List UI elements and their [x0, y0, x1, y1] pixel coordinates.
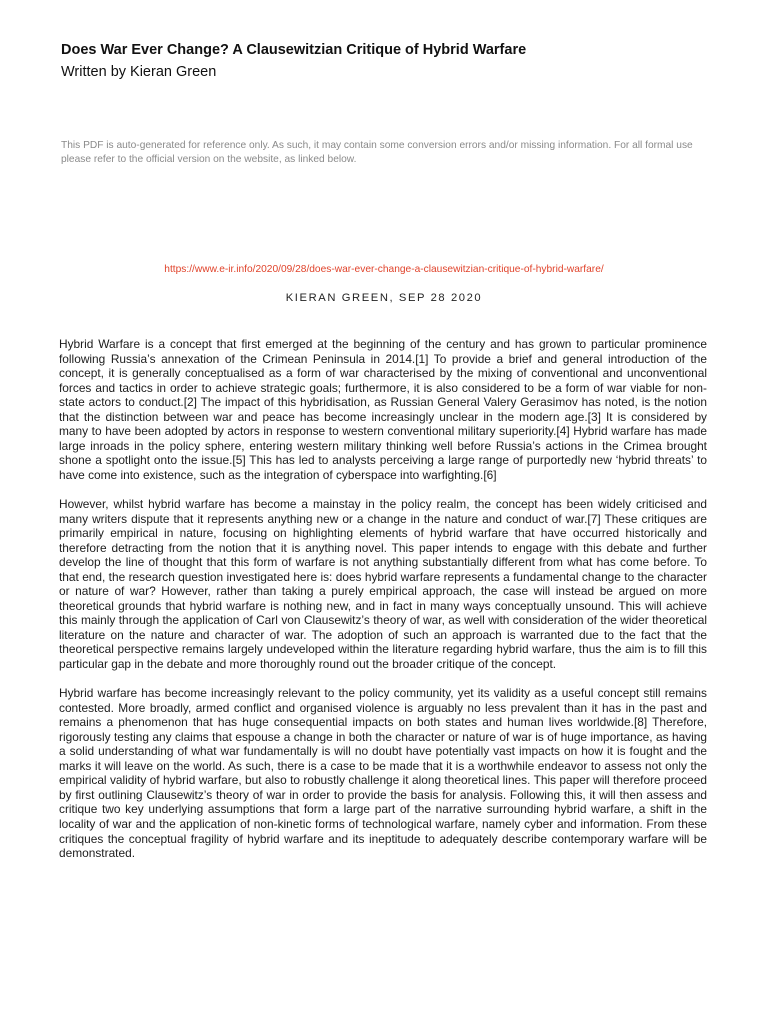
body-paragraph-3: Hybrid warfare has become increasingly relevant to the policy community, yet its validity as a useful concept still remains contested. More broadly, armed conflict and organised violence is arguably no less prevalent than it has in the past and remains a phenomenon that has huge consequential impacts on both states and human lives worldwide.[8] Therefore, rigorously testing any claims that espouse a change in both the character or nature of war is of huge importance, as having a solid understanding of what war fundamentally is will no doubt have potentially vast impacts on how it is fought and the marks it will leave on the world. As such, there is a case to be made that it is a worthwhile endeavor to assess not only the empirical validity of hybrid warfare, but also to robustly challenge it along theoretical lines. This paper will therefore proceed by first outlining Clausewitz’s theory of war in order to provide the basis for analysis. Following this, it will then assess and critique two key underlying assumptions that form a large part of the narrative surrounding hybrid warfare, a shift in the locality of war and the application of non-kinetic forms of technological warfare, namely cyber and information. From these critiques the conceptual fragility of hybrid warfare and its ineptitude to adequately describe contemporary warfare will be demonstrated. — [59, 686, 707, 861]
document-title: Does War Ever Change? A Clausewitzian Critique of Hybrid Warfare — [61, 42, 527, 58]
pdf-disclaimer: This PDF is auto-generated for reference only. As such, it may contain some conversion errors and/or missing information. For all formal use please refer to the official version on the website, as linked below. — [61, 140, 693, 165]
author-line: Written by Kieran Green — [61, 64, 217, 80]
article-body — [59, 337, 707, 875]
article-byline: KIERAN GREEN, SEP 28 2020 — [285, 292, 483, 304]
body-paragraph-1: Hybrid Warfare is a concept that first emerged at the beginning of the century and has grown to particular prominence following Russia’s annexation of the Crimean Peninsula in 2014.[1] To provide a brief and general introduction of the concept, it is generally conceptualised as a form of war characterised by the mixing of conventional and unconventional forces and tactics in order to achieve strategic goals; furthermore, it is also considered to be a form of war viable for non-state actors to conduct.[2] The impact of this hybridisation, as Russian General Valery Gerasimov has noted, is the notion that the distinction between war and peace has become increasingly unclear in the modern age.[3] It is considered by many to have been adopted by actors in response to western conventional military superiority.[4] Hybrid warfare has made large inroads in the policy sphere, entering western military thinking well before Russia’s actions in the Crimea brought shone a spotlight onto the issue.[5] This has led to analysts perceiving a large range of purportedly new ‘hybrid threats’ to have come into existence, such as the integration of cyberspace into warfighting.[6] — [59, 337, 707, 482]
source-url-link[interactable]: https://www.e-ir.info/2020/09/28/does-war-ever-change-a-clausewitzian-critique-of-hybrid-warfare/ — [164, 264, 604, 275]
body-paragraph-2: However, whilst hybrid warfare has become a mainstay in the policy realm, the concept has been widely criticised and many writers dispute that it represents anything new or a change in the nature and conduct of war.[7] These critiques are primarily empirical in nature, focusing on highlighting elements of hybrid warfare that have occurred historically and therefore detracting from the notion that it is anything novel. This paper intends to engage with this debate and further develop the line of thought that this form of warfare is not anything substantially different from what has come before. To that end, the research question investigated here is: does hybrid warfare represents a fundamental change to the character or nature of war? However, rather than taking a purely empirical approach, the case will instead be argued on more theoretical grounds that hybrid warfare is nothing new, and in fact in many ways conceptually unsound. This will achieve this mainly through the application of Carl von Clausewitz’s theory of war, as well with consideration of the wider theoretical literature on the nature and character of war. The adoption of such an approach is warranted due to the fact that the theoretical perspective remains largely undeveloped within the literature regarding hybrid warfare, thus the aim is to fill this particular gap in the debate and more thoroughly round out the broader critique of the concept. — [59, 496, 707, 671]
